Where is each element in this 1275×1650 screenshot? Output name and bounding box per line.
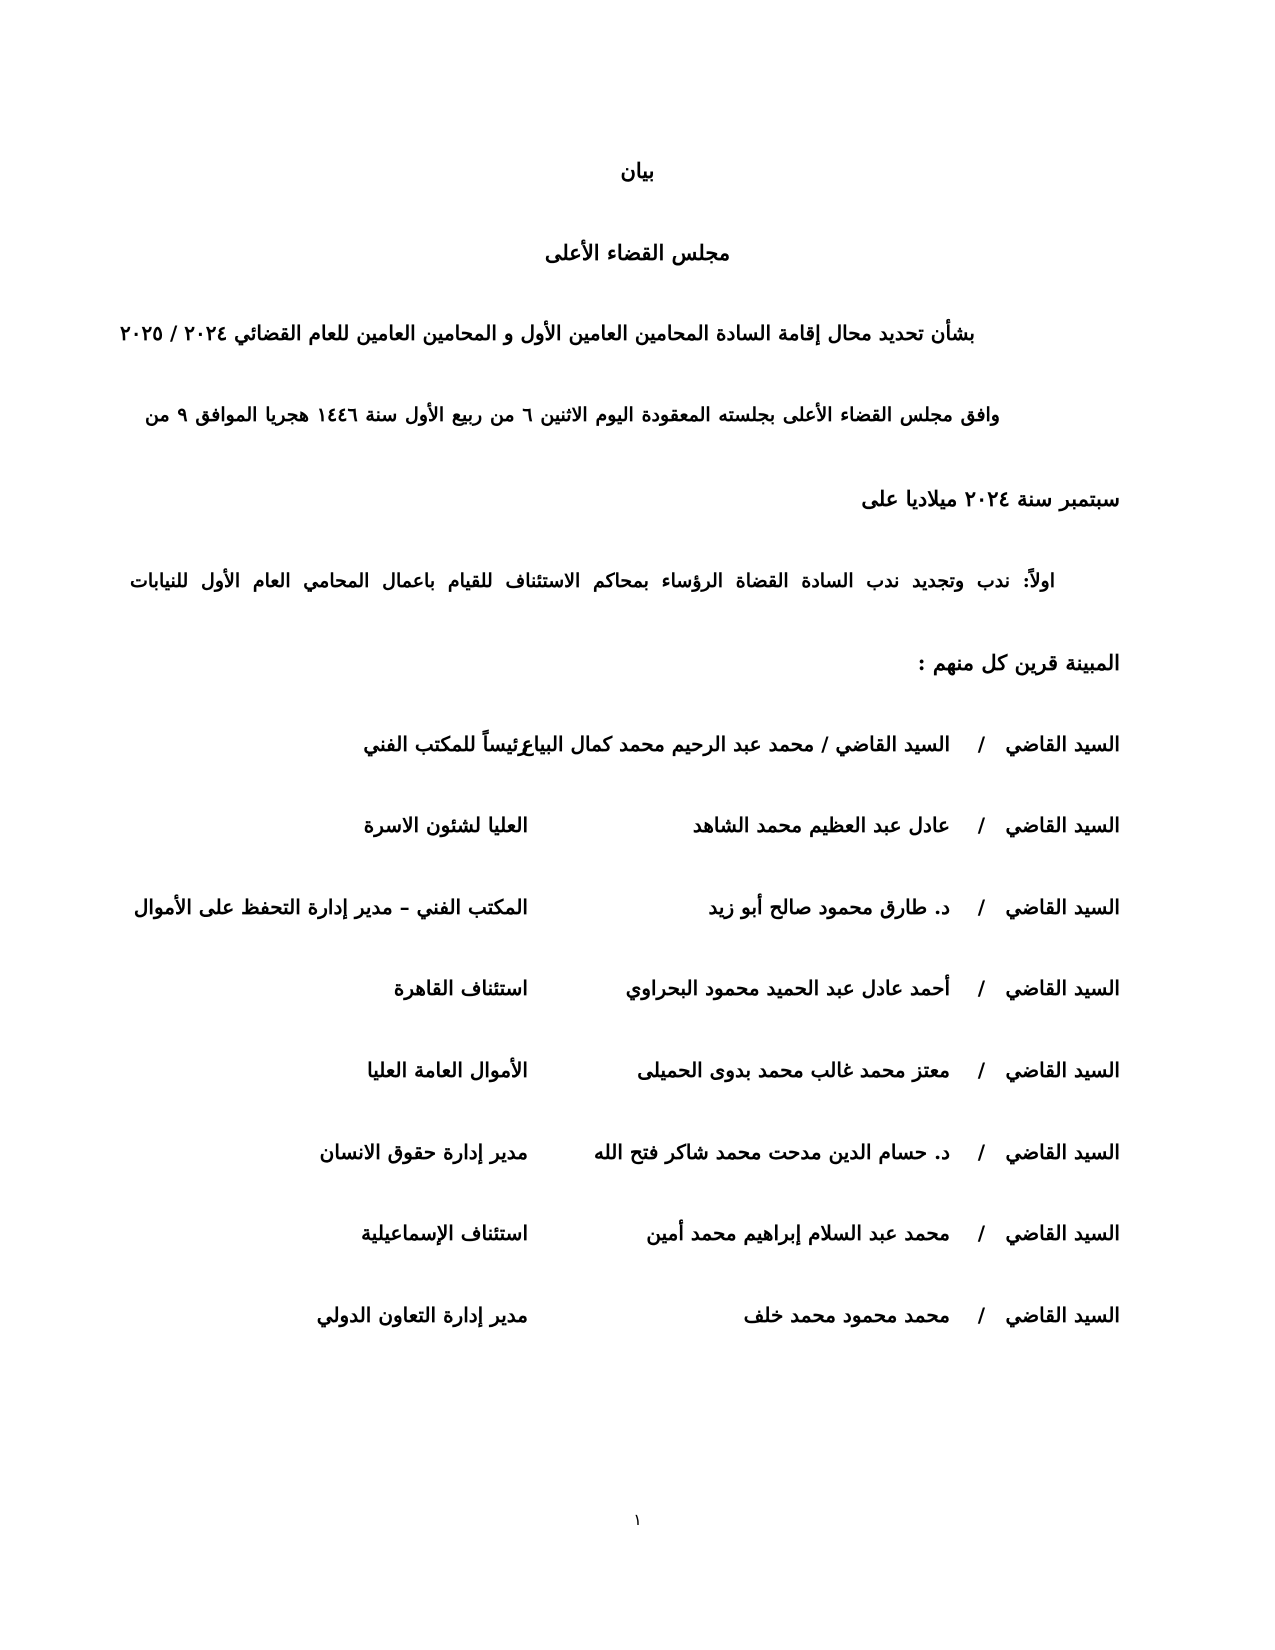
judge-name: أحمد عادل عبد الحميد محمود البحراوي	[625, 976, 950, 1000]
judge-separator: /	[977, 813, 985, 837]
judge-title: السيد القاضي	[1005, 1303, 1120, 1327]
judge-assignment: العليا لشئون الاسرة	[363, 813, 528, 837]
judge-row	[0, 890, 1275, 924]
intro-line-2: سبتمبر سنة ٢٠٢٤ ميلاديا على	[861, 486, 1120, 511]
judge-row	[0, 971, 1275, 1005]
judge-separator: /	[977, 1221, 985, 1245]
judge-assignment: الأموال العامة العليا	[367, 1058, 528, 1082]
judge-separator: /	[977, 1303, 985, 1327]
first-item-line-2: المبينة قرين كل منهم :	[917, 650, 1120, 675]
judge-title: السيد القاضي	[1005, 813, 1120, 837]
judge-row	[0, 808, 1275, 842]
judge-title: السيد القاضي	[1005, 1058, 1120, 1082]
judge-name: معتز محمد غالب محمد بدوى الحميلى	[637, 1058, 950, 1082]
judge-title: السيد القاضي	[1005, 732, 1120, 756]
judge-assignment: رئيساً للمكتب الفني	[363, 732, 528, 756]
judge-name: محمد محمود محمد خلف	[743, 1303, 950, 1327]
intro-line-1: وافق مجلس القضاء الأعلى بجلسته المعقودة اليوم الاثنين ٦ من ربيع الأول سنة ١٤٤٦ هجريا الموافق ٩ من	[145, 404, 1000, 426]
judge-row	[0, 1135, 1275, 1169]
judge-title: السيد القاضي	[1005, 1221, 1120, 1245]
judge-assignment: مدير إدارة التعاون الدولي	[316, 1303, 528, 1327]
judge-separator: /	[977, 1140, 985, 1164]
judge-separator: /	[977, 895, 985, 919]
judge-row	[0, 1216, 1275, 1250]
judge-name: محمد عبد السلام إبراهيم محمد أمين	[646, 1221, 950, 1245]
subject-line: بشأن تحديد محال إقامة السادة المحامين العامين الأول و المحامين العامين للعام القضائي ٢٠٢٤ / ٢٠٢٥	[120, 321, 975, 345]
judge-assignment: المكتب الفني – مدير إدارة التحفظ على الأموال	[133, 895, 528, 919]
judge-name: عادل عبد العظيم محمد الشاهد	[692, 813, 950, 837]
statement-heading: بيان	[620, 158, 655, 183]
judge-assignment: استئناف القاهرة	[393, 976, 528, 1000]
judge-name: السيد القاضي / محمد عبد الرحيم محمد كمال البياع	[521, 732, 950, 756]
judge-row	[0, 1298, 1275, 1332]
judge-name: د. حسام الدين مدحت محمد شاكر فتح الله	[593, 1140, 950, 1164]
judge-title: السيد القاضي	[1005, 1140, 1120, 1164]
judge-assignment: استئناف الإسماعيلية	[361, 1221, 528, 1245]
judge-name: د. طارق محمود صالح أبو زيد	[708, 895, 950, 919]
judge-title: السيد القاضي	[1005, 895, 1120, 919]
judge-separator: /	[977, 732, 985, 756]
first-item-line-1: اولاً: ندب وتجديد ندب السادة القضاة الرؤساء بمحاكم الاستئناف للقيام باعمال المحامي العام الأول للنيابات	[130, 570, 1055, 592]
judge-row	[0, 727, 1275, 761]
judge-row	[0, 1053, 1275, 1087]
judge-separator: /	[977, 976, 985, 1000]
page-number: ١	[633, 1510, 642, 1529]
council-heading: مجلس القضاء الأعلى	[544, 240, 731, 265]
judge-assignment: مدير إدارة حقوق الانسان	[319, 1140, 528, 1164]
judge-separator: /	[977, 1058, 985, 1082]
judge-title: السيد القاضي	[1005, 976, 1120, 1000]
